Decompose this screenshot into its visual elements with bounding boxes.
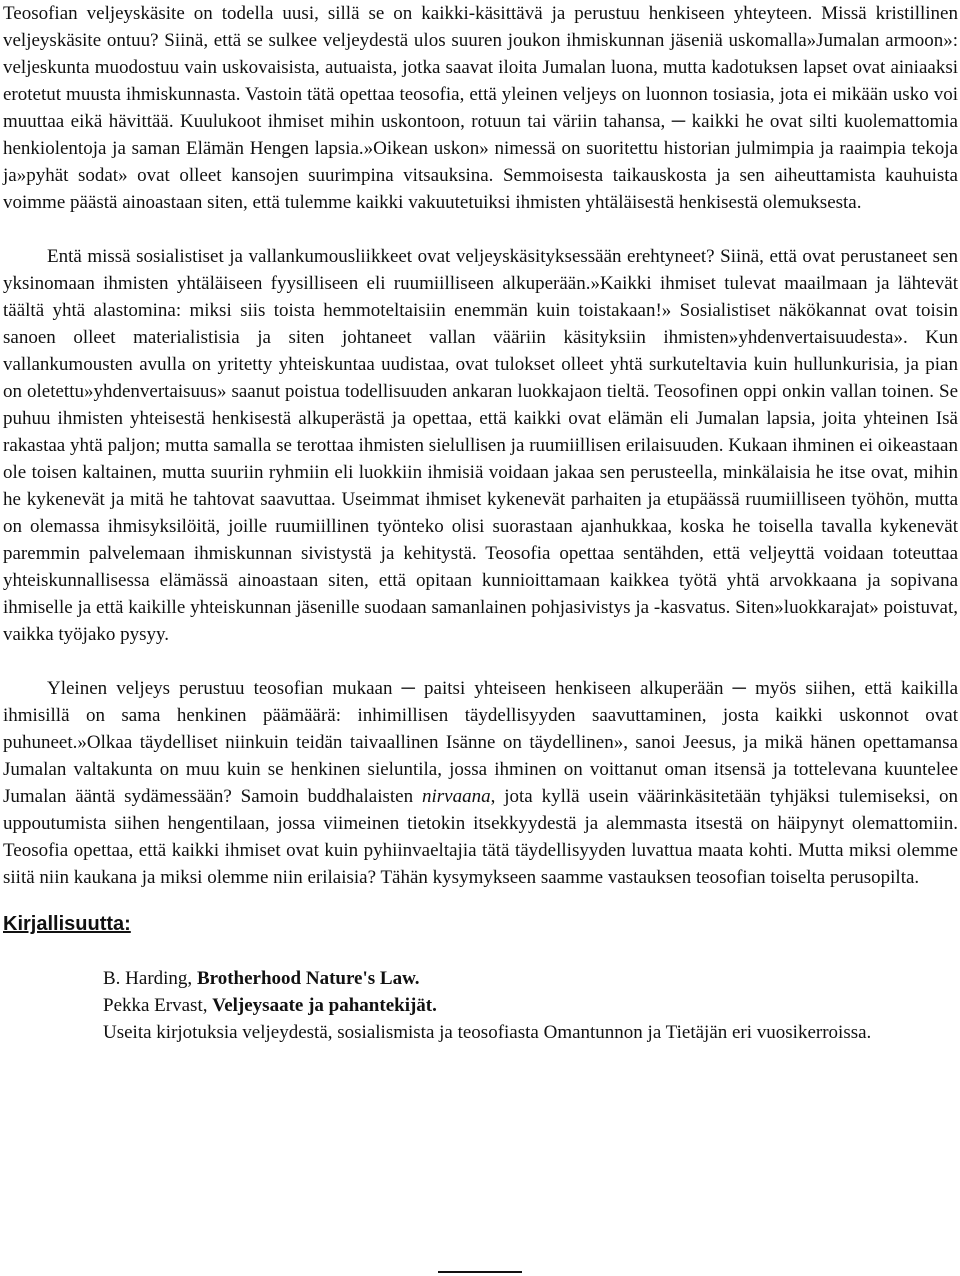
reference-item: [103, 992, 958, 1019]
italic-term: nirvaana: [422, 786, 491, 807]
reference-author: Useita kirjotuksia veljeydestä, sosialismista ja teosofiasta Omantunnon ja Tietäjän eri vuosikerroissa.: [103, 1022, 872, 1043]
document-page: [3, 0, 958, 1046]
paragraph-text: Yleinen veljeys perustuu teosofian mukaan ─ paitsi yhteiseen henkiseen alkuperään ─ myös siihen, että kaikilla ihmisillä on sama henkinen päämäärä: inhimillisen täydellisyyden saavuttaminen, josta kaikki uskonnot ovat puhuneet.»Olkaa täydelliset niinkuin teidän taivaallinen Isänne on täydellinen», sanoi Jeesus, ja mikä hänen opettamansa Jumalan valtakunta on muu kuin se henkinen sieluntila, jossa ihminen on voittanut oman itsensä ja tottelevana kuuntelee Jumalan ääntä sydämessään? Samoin buddhalaisten: [3, 678, 958, 807]
body-text: [3, 0, 958, 891]
reference-item: [103, 1019, 958, 1046]
paragraph-text: Entä missä sosialistiset ja vallankumousliikkeet ovat veljeyskäsityksessään erehtyneet? Siinä, että ovat perustaneet sen yksinomaan ihmisten yhtäläiseen fyysilliseen eli ruumiilliseen alkuperään.»Kaikki ihmiset tulevat maailmaan ja lähtevät täältä yhtä alastomina: miksi siis toista hemmoteltaisiin enemmän kuin toistakaan!» Sosialistiset näkökannat ovat toisin sanoen olleet materialistisia ja siten johtaneet vallan vääriin käsityksiin ihmisten»yhdenvertaisuudesta». Kun vallankumousten avulla on yritetty yhteiskuntaa uudistaa, ovat tulokset olleet yhtä surkuteltavia kuin hullunkurisia, ja pian on oletettu»yhdenvertaisuus» saanut poistua todellisuuden ankaran luokkajaon tieltä. Teosofinen oppi onkin vallan toinen. Se puhuu ihmisten yhteisestä henkisestä alkuperästä ja opettaa, että kaikki ovat elämän eli Jumalan lapsia, joita yhteinen Isä rakastaa yhtä paljon; mutta samalla se terottaa ihmisten sielullisen ja ruumiillisen erilaisuuden. Kukaan ihminen ei oikeastaan ole toisen kaltainen, mutta suuriin ryhmiin eli luokkiin ihmisiä voidaan jakaa sen perusteella, minkälaisia he itse ovat, mihin he kykenevät ja mitä he tahtovat saavuttaa. Useimmat ihmiset kykenevät parhaiten ja etupäässä ruumiilliseen työhön, mutta on olemassa ihmisyksilöitä, joille ruumiillinen työnteko olisi suorastaan ajanhukkaa, koska he toisella tavalla kykenevät paremmin palvelemaan ihmiskunnan sivistystä ja kehitystä. Teosofia opettaa sentähden, että veljeyttä voidaan toteuttaa yhteiskunnallisessa elämässä ainoastaan siten, että opitaan kunnioittamaan kaikkea työtä yhtä arvokkaana ja sopivana ihmiselle ja että kaikille yhteiskunnan jäsenille suodaan samanlainen pohjasivistys ja -kasvatus. Siten»luokkarajat» poistuvat, vaikka työjako pysyy.: [3, 246, 958, 645]
paragraph-text: Teosofian veljeyskäsite on todella uusi, sillä se on kaikki-käsittävä ja perustuu henkiseen yhteyteen. Missä kristillinen veljeyskäsite ontuu? Siinä, että se sulkee veljeydestä ulos suuren joukon ihmiskunnan jäseniä uskomalla»Jumalan armoon»: veljeskunta muodostuu vain uskovaisista, autuaista, jotka saavat iloita Jumalan luona, mutta kadotuksen lapset ovat ainiaaksi erotetut muusta ihmiskunnasta. Vastoin tätä opettaa teosofia, että yleinen veljeys on luonnon tosiasia, jota ei mikään usko voi muuttaa eikä hävittää. Kuulukoot ihmiset mihin uskontoon, rotuun tai väriin tahansa, ─ kaikki he ovat silti kuolemattomia henkiolentoja ja saman Elämän Hengen lapsia.»Oikean uskon» nimessä on suoritettu historian julmimpia ja raaimpia tekoja ja»pyhät sodat» ovat olleet kansojen suurimpina vitsauksina. Semmoisesta taikauskosta ja sen aiheuttamista kauhuista voimme päästä ainoastaan siten, että tulemme kaikki vakuutetuiksi ihmisten yhtäläisestä henkisestä olemuksesta.: [3, 3, 958, 213]
reference-item: [103, 965, 958, 992]
footer-rule: [438, 1271, 522, 1273]
reference-author: Pekka Ervast,: [103, 995, 213, 1016]
reference-author: B. Harding,: [103, 968, 197, 989]
paragraph-gap: [3, 648, 958, 675]
paragraph-gap: [3, 216, 958, 243]
section-heading: Kirjallisuutta:: [3, 913, 131, 935]
reference-list: [3, 965, 958, 1046]
reference-title: Veljeysaate ja pahantekijät.: [212, 995, 437, 1016]
body-paragraph: [3, 0, 958, 216]
body-paragraph: [3, 675, 958, 891]
reference-title: Brotherhood Nature's Law.: [196, 968, 420, 989]
paragraph-text: , jota kyllä usein väärinkäsitetään tyhjäksi tulemiseksi, on uppoutumista siihen hengentilaan, jossa viimeinen tietokin itsekkyydestä ja alemmasta itsestä on häipynyt olemattomiin. Teosofia opettaa, että kaikki ihmiset ovat kuin pyhiinvaeltajia tätä täydellisyyden luvattua maata kohti. Mutta miksi olemme siitä niin kaukana ja miksi olemme niin erilaisia? Tähän kysymykseen saamme vastauksen teosofian toiselta perusopilta.: [3, 786, 958, 888]
body-paragraph: [3, 243, 958, 648]
